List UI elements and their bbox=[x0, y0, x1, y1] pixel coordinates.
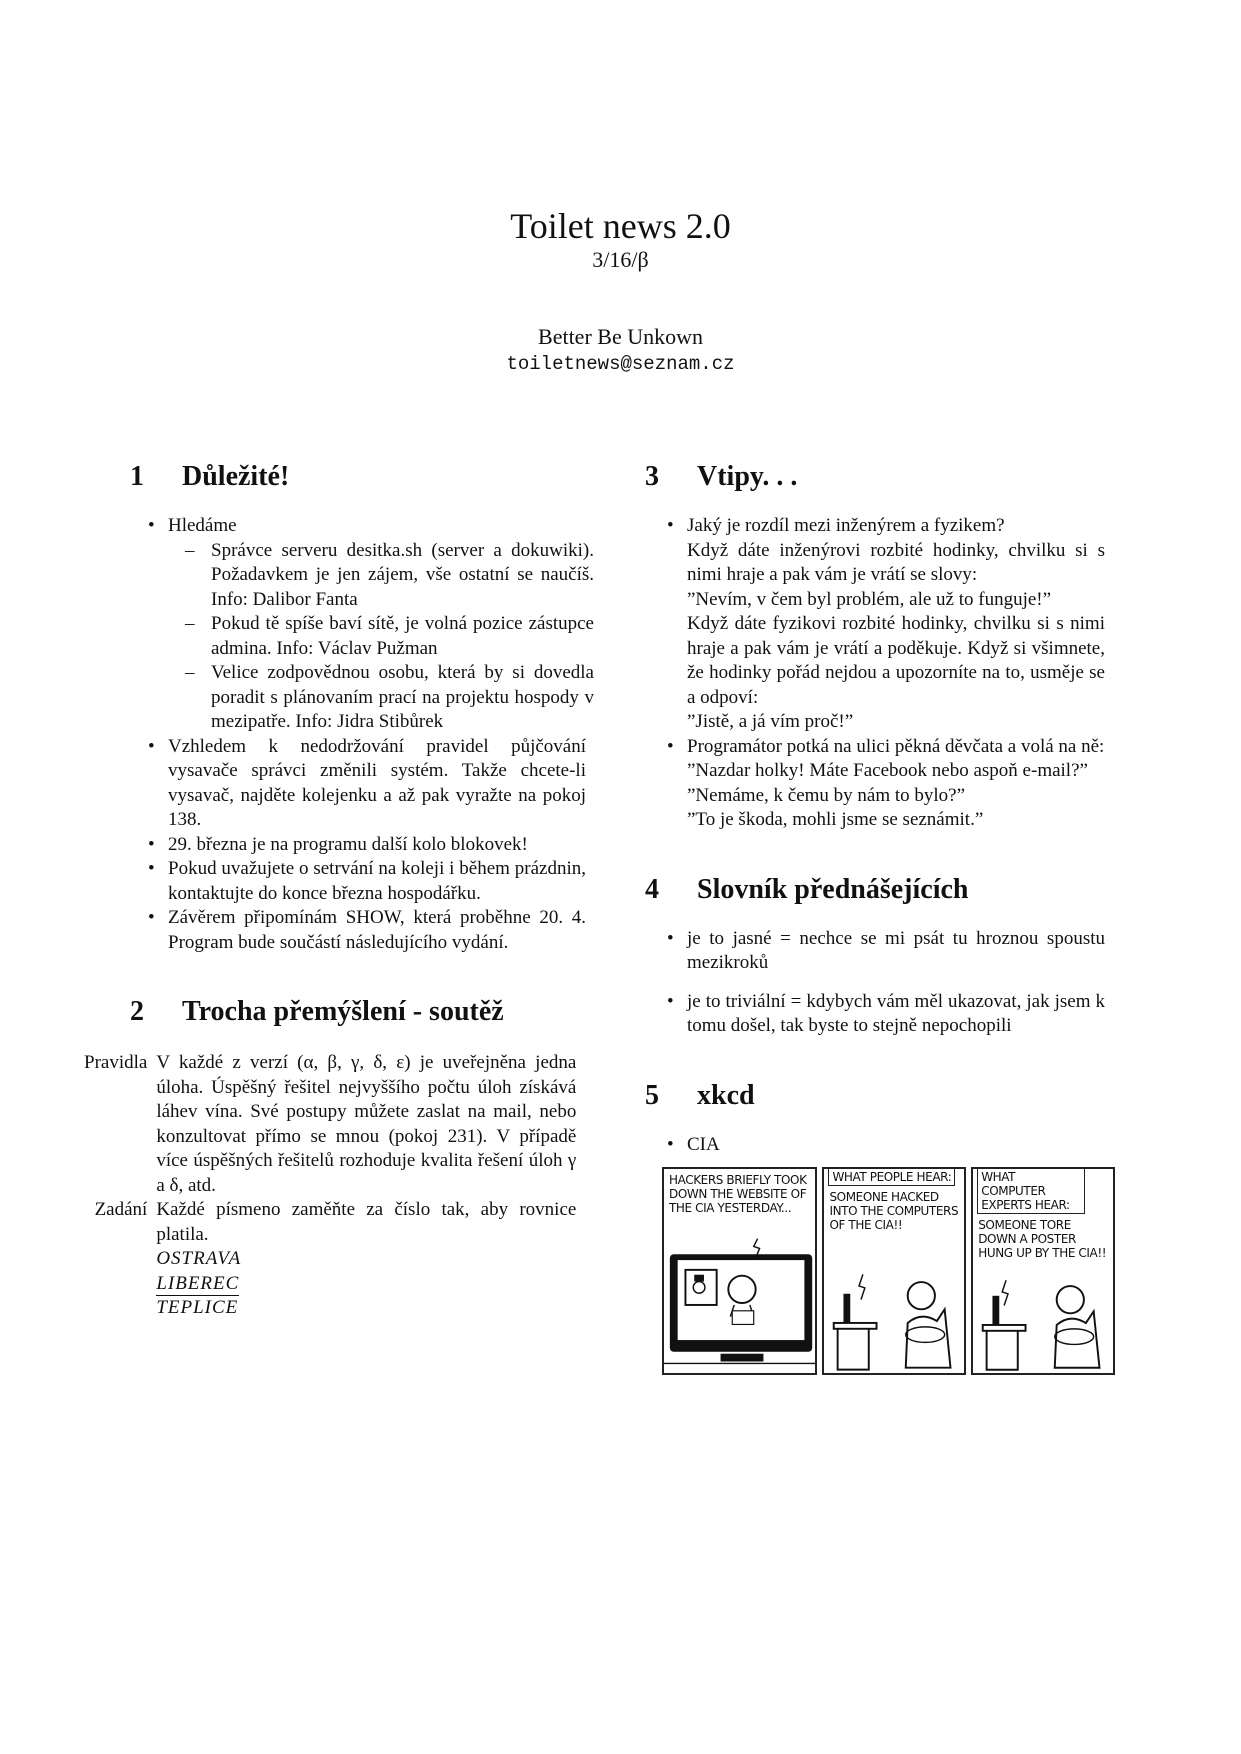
right-column bbox=[645, 460, 1115, 1375]
list-item-text: Závěrem připomínám SHOW, která proběhne 20. 4. Program bude součástí následujícího vydání. bbox=[168, 907, 586, 953]
bullet-icon: • bbox=[148, 833, 155, 855]
list-item bbox=[148, 514, 594, 735]
joke-line: ”Nemáme, k čemu by nám to bylo?” bbox=[687, 784, 966, 806]
comic-panel-2 bbox=[822, 1167, 966, 1375]
bullet-icon: • bbox=[667, 735, 674, 757]
sub-item-text: Velice zodpovědnou osobu, která by si dovedla poradit s plánovaním prací na projektu hospody v mezipatře. Info: Jidra Stibůrek bbox=[211, 662, 594, 732]
section-2 bbox=[84, 995, 594, 1321]
tv-broadcast-drawing bbox=[664, 1233, 817, 1373]
bullet-icon: • bbox=[667, 515, 674, 536]
person-at-computer-drawing bbox=[824, 1269, 966, 1373]
sub-list-item bbox=[185, 612, 594, 661]
joke-line: ”Nazdar holky! Máte Facebook nebo aspoň e-mail?” bbox=[687, 760, 1088, 781]
bullet-icon: • bbox=[148, 735, 155, 757]
joke-item bbox=[667, 514, 1105, 735]
joke-line: ”To je škoda, mohli jsme se seznámit.” bbox=[687, 809, 984, 830]
section-heading bbox=[645, 460, 1115, 494]
comic-panel-3 bbox=[971, 1167, 1115, 1375]
joke-line: Když dáte fyzikovi rozbité hodinky, chvilku si s nimi hraje a pak vám je vrátí a poděkuje. Když si všimnete, že hodinky pořád nejdou a upozorníte na to, usměje se a odpoví: bbox=[687, 613, 1105, 708]
comic-panel-1 bbox=[662, 1167, 817, 1375]
section-5 bbox=[645, 1079, 1115, 1376]
panel-caption: SOMEONE HACKED INTO THE COMPUTERS OF THE CIA!! bbox=[829, 1190, 959, 1232]
glossary-list bbox=[667, 927, 1105, 1039]
section-number: 3 bbox=[645, 461, 659, 492]
section-3 bbox=[645, 460, 1115, 833]
panel-box-caption: WHAT COMPUTER EXPERTS HEAR: bbox=[977, 1169, 1085, 1214]
section-heading bbox=[84, 460, 594, 494]
bullet-icon: • bbox=[667, 990, 674, 1012]
section-title: Důležité! bbox=[182, 461, 290, 492]
section-number: 4 bbox=[645, 873, 659, 905]
glossary-item bbox=[667, 990, 1105, 1039]
joke-line: Když dáte inženýrovi rozbité hodinky, chvilku si s nimi hraje a pak vám je vrátí se slovy: bbox=[687, 539, 1105, 585]
person-at-computer-drawing bbox=[973, 1275, 1115, 1373]
section-number: 5 bbox=[645, 1079, 659, 1111]
left-column bbox=[84, 460, 594, 1321]
section-number: 1 bbox=[130, 461, 144, 492]
description-row bbox=[84, 1051, 576, 1198]
bullet-list bbox=[148, 514, 594, 955]
section-title: Trocha přemýšlení - soutěž bbox=[182, 996, 504, 1027]
section-number: 2 bbox=[130, 996, 144, 1027]
section-title: xkcd bbox=[697, 1079, 755, 1111]
bullet-icon: • bbox=[148, 858, 155, 879]
glossary-text: je to triviální = kdybych vám měl ukazovat, jak jsem k tomu došel, tak byste to stejně nepochopili bbox=[687, 990, 1105, 1036]
joke-line: Programátor potká na ulici pěkná děvčata a volá na ně: bbox=[687, 735, 1105, 757]
xkcd-list bbox=[667, 1133, 1115, 1376]
joke-line: Jaký je rozdíl mezi inženýrem a fyzikem? bbox=[687, 515, 1005, 536]
xkcd-item-text: CIA bbox=[687, 1133, 720, 1155]
list-item bbox=[148, 833, 586, 858]
section-heading bbox=[84, 995, 594, 1029]
rules-text: V každé z verzí (α, β, γ, δ, ε) je uveřejněna jedna úloha. Úspěšný řešitel nejvyššího počtu úloh získává láhev vína. Své postupy můžete zaslat na mail, nebo konzultovat přímo se mnou (pokoj 231). V případě více úspěšných řešitelů rozhoduje kvalita řešení úloh γ a δ, atd. bbox=[156, 1052, 577, 1196]
sub-list-item bbox=[185, 539, 594, 613]
equation-line-2: LIBEREC bbox=[156, 1272, 240, 1294]
bullet-icon: • bbox=[667, 1133, 674, 1155]
bullet-icon: • bbox=[667, 927, 674, 949]
list-item bbox=[148, 857, 586, 906]
xkcd-comic bbox=[662, 1167, 1115, 1375]
list-item-text: 29. března je na programu další kolo blokovek! bbox=[168, 833, 528, 855]
section-title: Slovník přednášejících bbox=[697, 873, 969, 905]
task-label: Zadání bbox=[94, 1199, 148, 1220]
task-text: Každé písmeno zaměňte za číslo tak, aby rovnice platila. bbox=[156, 1199, 577, 1245]
section-heading bbox=[645, 1079, 1115, 1113]
sub-item-text: Pokud tě spíše baví sítě, je volná pozice zástupce admina. Info: Václav Pužman bbox=[211, 613, 594, 659]
xkcd-item bbox=[667, 1133, 1115, 1376]
dash-icon: – bbox=[185, 539, 195, 561]
section-4 bbox=[645, 873, 1115, 1039]
glossary-text: je to jasné = nechce se mi psát tu hroznou spoustu mezikroků bbox=[687, 927, 1105, 973]
glossary-item bbox=[667, 927, 1105, 976]
rules-label: Pravidla bbox=[84, 1052, 148, 1073]
document-title: Toilet news 2.0 bbox=[510, 206, 731, 246]
equation-line-1: OSTRAVA bbox=[156, 1248, 242, 1269]
dash-icon: – bbox=[185, 613, 195, 634]
dash-icon: – bbox=[185, 662, 195, 683]
joke-item bbox=[667, 735, 1105, 833]
document-author: Better Be Unkown bbox=[538, 324, 703, 349]
sub-list bbox=[185, 539, 594, 735]
document-email: toiletnews@seznam.cz bbox=[506, 353, 735, 375]
section-title: Vtipy. . . bbox=[697, 461, 798, 492]
jokes-list bbox=[667, 514, 1105, 833]
description-list bbox=[84, 1051, 576, 1321]
joke-line: ”Nevím, v čem byl problém, ale už to funguje!” bbox=[687, 588, 1052, 610]
list-item-text: Pokud uvažujete o setrvání na koleji i během prázdnin, kontaktujte do konce března hospodářku. bbox=[168, 858, 586, 904]
document-issue: 3/16/β bbox=[592, 247, 649, 272]
panel-box-caption: WHAT PEOPLE HEAR: bbox=[828, 1169, 955, 1186]
equation-result: TEPLICE bbox=[156, 1297, 239, 1318]
section-heading bbox=[645, 873, 1115, 907]
list-item-text: Vzhledem k nedodržování pravidel půjčování vysavače správci změnili systém. Takže chcete-li vysavač, najděte kolejenku a až pak vyražte na pokoj 138. bbox=[168, 735, 586, 830]
list-item bbox=[148, 906, 586, 955]
bullet-icon: • bbox=[148, 515, 155, 536]
section-1 bbox=[84, 460, 594, 955]
joke-line: ”Jistě, a já vím proč!” bbox=[687, 711, 854, 732]
list-item bbox=[148, 735, 586, 833]
sub-item-text: Správce serveru desitka.sh (server a dokuwiki). Požadavkem je jen zájem, vše ostatní se naučíš. Info: Dalibor Fanta bbox=[211, 539, 594, 610]
sub-list-item bbox=[185, 661, 594, 735]
panel-caption: HACKERS BRIEFLY TOOK DOWN THE WEBSITE OF THE CIA YESTERDAY... bbox=[669, 1173, 807, 1215]
description-row bbox=[84, 1198, 576, 1321]
title-block bbox=[0, 205, 1241, 377]
panel-caption: SOMEONE TORE DOWN A POSTER HUNG UP BY THE CIA!! bbox=[978, 1218, 1107, 1260]
list-item-text: Hledáme bbox=[168, 515, 237, 536]
bullet-icon: • bbox=[148, 907, 155, 928]
task-cell bbox=[156, 1198, 576, 1321]
